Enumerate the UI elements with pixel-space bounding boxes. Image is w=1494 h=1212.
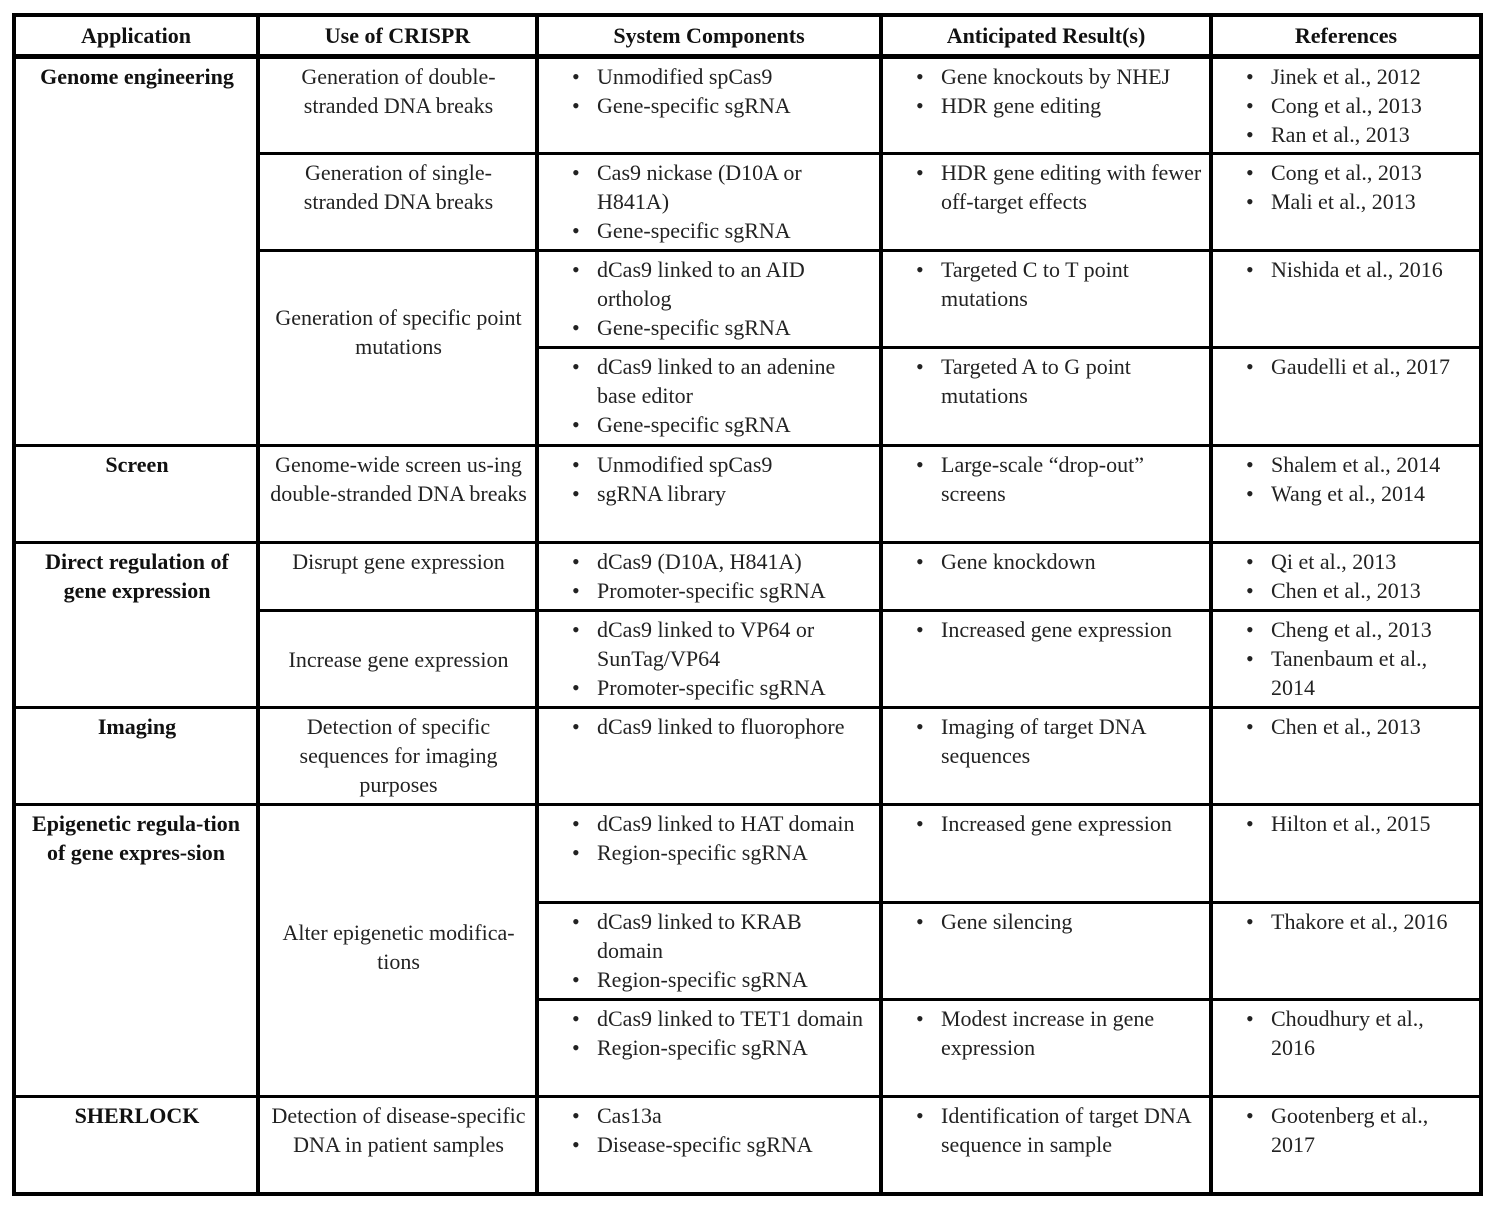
list-item: • HDR gene editing — [891, 91, 1203, 120]
list-item: • Choudhury et al., 2016 — [1221, 1004, 1473, 1062]
components-cell — [537, 56, 881, 153]
list-item: • Disease-specific sgRNA — [547, 1130, 873, 1159]
references-cell — [1211, 999, 1481, 1096]
list-item: • Gene knockouts by NHEJ — [891, 62, 1203, 91]
use-cell: Genome-wide screen us-ing double-stranded DNA breaks — [258, 445, 537, 542]
references-cell — [1211, 56, 1481, 153]
list-item: • Promoter-specific sgRNA — [547, 673, 873, 702]
list-item: • dCas9 linked to an adenine base editor — [547, 352, 873, 410]
list-item: • Wang et al., 2014 — [1221, 479, 1473, 508]
table-row — [14, 805, 1481, 902]
list-item: • dCas9 linked to an AID ortholog — [547, 255, 873, 313]
application-cell: SHERLOCK — [14, 1097, 258, 1194]
list-item: • Cong et al., 2013 — [1221, 158, 1473, 187]
list-item: • Gaudelli et al., 2017 — [1221, 352, 1473, 381]
header-use: Use of CRISPR — [258, 15, 537, 56]
header-components: System Components — [537, 15, 881, 56]
application-cell: Epigenetic regula-tion of gene expres-sion — [14, 805, 258, 1097]
list-item: • Cas9 nickase (D10A or H841A) — [547, 158, 873, 216]
list-item: • Identification of target DNA sequence in sample — [891, 1101, 1203, 1159]
list-item: • Gene-specific sgRNA — [547, 216, 873, 245]
results-cell — [881, 610, 1211, 707]
use-cell: Increase gene expression — [258, 610, 537, 707]
application-cell: Screen — [14, 445, 258, 542]
list-item: • Region-specific sgRNA — [547, 838, 873, 867]
references-cell — [1211, 251, 1481, 348]
list-item: • Modest increase in gene expression — [891, 1004, 1203, 1062]
references-cell — [1211, 445, 1481, 542]
use-cell: Disrupt gene expression — [258, 542, 537, 610]
use-cell: Detection of disease-specific DNA in patient samples — [258, 1097, 537, 1194]
application-cell: Imaging — [14, 708, 258, 805]
list-item: • Ran et al., 2013 — [1221, 120, 1473, 149]
components-cell — [537, 805, 881, 902]
table-row — [14, 445, 1481, 542]
results-cell — [881, 902, 1211, 999]
use-cell: Alter epigenetic modifica-tions — [258, 805, 537, 1097]
components-cell — [537, 610, 881, 707]
list-item: • Nishida et al., 2016 — [1221, 255, 1473, 284]
header-results: Anticipated Result(s) — [881, 15, 1211, 56]
list-item: • Promoter-specific sgRNA — [547, 576, 873, 605]
list-item: • Increased gene expression — [891, 809, 1203, 838]
list-item: • Targeted A to G point mutations — [891, 352, 1203, 410]
application-cell: Genome engineering — [14, 56, 258, 445]
results-cell — [881, 999, 1211, 1096]
list-item: • Mali et al., 2013 — [1221, 187, 1473, 216]
use-cell: Generation of single-stranded DNA breaks — [258, 153, 537, 250]
components-cell — [537, 542, 881, 610]
table-row — [14, 1097, 1481, 1194]
list-item: • Tanenbaum et al., 2014 — [1221, 644, 1473, 702]
application-cell: Direct regulation of gene expression — [14, 542, 258, 707]
references-cell — [1211, 708, 1481, 805]
references-cell — [1211, 1097, 1481, 1194]
references-cell — [1211, 902, 1481, 999]
list-item: • dCas9 linked to HAT domain — [547, 809, 873, 838]
list-item: • Thakore et al., 2016 — [1221, 907, 1473, 936]
components-cell — [537, 902, 881, 999]
use-cell: Detection of specific sequences for imaging purposes — [258, 708, 537, 805]
list-item: • Unmodified spCas9 — [547, 62, 873, 91]
results-cell — [881, 251, 1211, 348]
list-item: • Cheng et al., 2013 — [1221, 615, 1473, 644]
components-cell — [537, 251, 881, 348]
list-item: • Targeted C to T point mutations — [891, 255, 1203, 313]
results-cell — [881, 1097, 1211, 1194]
list-item: • dCas9 linked to KRAB domain — [547, 907, 873, 965]
list-item: • Qi et al., 2013 — [1221, 547, 1473, 576]
references-cell — [1211, 542, 1481, 610]
list-item: • Large-scale “drop-out” screens — [891, 450, 1203, 508]
list-item: • sgRNA library — [547, 479, 873, 508]
results-cell — [881, 153, 1211, 250]
list-item: • Gene knockdown — [891, 547, 1203, 576]
list-item: • Region-specific sgRNA — [547, 965, 873, 994]
references-cell — [1211, 610, 1481, 707]
table-row — [14, 542, 1481, 610]
list-item: • dCas9 linked to TET1 domain — [547, 1004, 873, 1033]
results-cell — [881, 445, 1211, 542]
crispr-applications-table — [12, 13, 1483, 1196]
list-item: • Chen et al., 2013 — [1221, 712, 1473, 741]
list-item: • HDR gene editing with fewer off-target effects — [891, 158, 1203, 216]
components-cell — [537, 348, 881, 445]
table-row — [14, 56, 1481, 153]
list-item: • Imaging of target DNA sequences — [891, 712, 1203, 770]
references-cell — [1211, 805, 1481, 902]
table-row — [14, 708, 1481, 805]
header-application: Application — [14, 15, 258, 56]
results-cell — [881, 56, 1211, 153]
components-cell — [537, 445, 881, 542]
list-item: • Increased gene expression — [891, 615, 1203, 644]
list-item: • Unmodified spCas9 — [547, 450, 873, 479]
use-cell: Generation of double-stranded DNA breaks — [258, 56, 537, 153]
list-item: • Gene-specific sgRNA — [547, 91, 873, 120]
list-item: • Shalem et al., 2014 — [1221, 450, 1473, 479]
components-cell — [537, 708, 881, 805]
list-item: • dCas9 linked to VP64 or SunTag/VP64 — [547, 615, 873, 673]
list-item: • Gene silencing — [891, 907, 1203, 936]
references-cell — [1211, 348, 1481, 445]
results-cell — [881, 708, 1211, 805]
list-item: • Region-specific sgRNA — [547, 1033, 873, 1062]
use-cell: Generation of specific point mutations — [258, 251, 537, 446]
components-cell — [537, 1097, 881, 1194]
list-item: • Gene-specific sgRNA — [547, 313, 873, 342]
list-item: • dCas9 (D10A, H841A) — [547, 547, 873, 576]
results-cell — [881, 542, 1211, 610]
list-item: • Cong et al., 2013 — [1221, 91, 1473, 120]
list-item: • Hilton et al., 2015 — [1221, 809, 1473, 838]
list-item: • Cas13a — [547, 1101, 873, 1130]
results-cell — [881, 348, 1211, 445]
list-item: • dCas9 linked to fluorophore — [547, 712, 873, 741]
list-item: • Jinek et al., 2012 — [1221, 62, 1473, 91]
results-cell — [881, 805, 1211, 902]
references-cell — [1211, 153, 1481, 250]
list-item: • Gene-specific sgRNA — [547, 410, 873, 439]
header-references: References — [1211, 15, 1481, 56]
components-cell — [537, 999, 881, 1096]
list-item: • Gootenberg et al., 2017 — [1221, 1101, 1473, 1159]
header-row — [14, 15, 1481, 56]
list-item: • Chen et al., 2013 — [1221, 576, 1473, 605]
components-cell — [537, 153, 881, 250]
